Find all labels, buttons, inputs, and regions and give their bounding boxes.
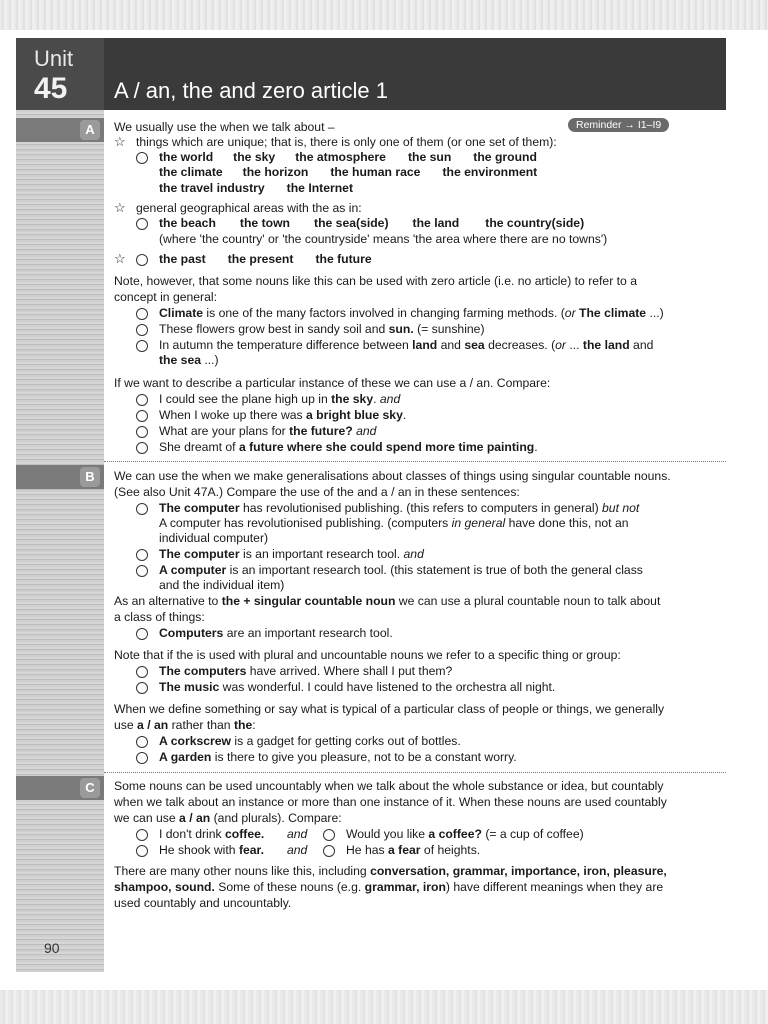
example-bullet-icon [136,736,148,748]
c-other-3: used countably and uncountably. [114,896,292,910]
c-other-2: shampoo, sound. Some of these nouns (e.g. grammar, iron) have different meanings when they are [114,880,664,894]
b-example-5: The computers have arrived. Where shall I put them? [159,664,453,678]
scan-border-bottom [0,990,768,1024]
a-compare-1: I could see the plane high up in the sky. and [159,392,401,406]
unit-label: Unit [34,46,74,71]
c-other-1: There are many other nouns like this, including conversation, grammar, importance, iron, pleasure, [114,864,667,878]
unit-number: 45 [34,72,68,105]
example-bullet-icon [136,845,148,857]
example-bullet-icon [136,666,148,678]
b-define-1: When we define something or say what is typical of a particular class of people or things, we generally [114,702,665,716]
a-unique: things which are unique; that is, there is only one of them (or one set of them): [136,135,557,149]
section-b-letter: B [80,467,100,487]
a-example-2: These flowers grow best in sandy soil and sun. (= sunshine) [159,322,485,336]
c-para-3: we can use a / an (and plurals). Compare: [114,811,342,825]
example-bullet-icon [136,394,148,406]
b-example-1-line3: individual computer) [159,531,269,545]
example-bullet-icon [136,340,148,352]
example-bullet-icon [136,426,148,438]
a-example-1: Climate is one of the many factors involved in changing farming methods. (or The climate ...) [159,306,664,320]
a-compare-2: When I woke up there was a bright blue sky. [159,408,407,422]
a-row1: the world the sky the atmosphere the sun the ground [159,150,537,164]
example-bullet-icon [136,152,148,164]
b-example-7: A corkscrew is a gadget for getting corks out of bottles. [159,734,461,748]
section-a-letter: A [80,120,100,140]
b-example-1-line2: A computer has revolutionised publishing. (computers in general have done this, not an [159,516,629,530]
example-bullet-icon [136,565,148,577]
example-bullet-icon [136,682,148,694]
page-number: 90 [44,940,60,956]
b-alternative-2: a class of things: [114,610,205,624]
example-bullet-icon [136,324,148,336]
example-bullet-icon [136,254,148,266]
a-compare-3: What are your plans for the future? and [159,424,377,438]
a-compare-4: She dreamt of a future where she could spend more time painting. [159,440,538,454]
example-bullet-icon [136,829,148,841]
c-example-3: He shook with fear. [159,843,265,857]
b-example-3: A computer is an important research tool. (this statement is true of both the general class [159,563,643,577]
c-example-1: I don't drink coffee. [159,827,265,841]
sidebar-strip [16,38,104,972]
b-para-1: We can use the when we make generalisations about classes of things using singular countable nouns. [114,469,671,483]
section-divider [104,461,726,462]
example-bullet-icon [136,442,148,454]
a-geo: general geographical areas with the as in: [136,201,362,215]
c-example-2: Would you like a coffee? (= a cup of coffee) [346,827,584,841]
c-para-1: Some nouns can be used uncountably when we talk about the whole substance or idea, but countably [114,779,664,793]
c-example-4: He has a fear of heights. [346,843,481,857]
a-note-line1: Note, however, that some nouns like this can be used with zero article (i.e. no article) to refer to a [114,274,637,288]
b-example-6: The music was wonderful. I could have listened to the orchestra all night. [159,680,556,694]
example-bullet-icon [136,410,148,422]
b-example-2: The computer is an important research tool. and [159,547,424,561]
a-row5: the past the present the future [159,252,372,266]
scan-border-top [0,0,768,30]
b-define-2: use a / an rather than the: [114,718,256,732]
star-icon: ☆ [114,251,126,266]
a-compare-intro: If we want to describe a particular instance of these we can use a / an. Compare: [114,376,551,390]
example-bullet-icon [136,549,148,561]
a-example-3: In autumn the temperature difference between land and sea decreases. (or ... the land and [159,338,654,352]
b-example-4: Computers are an important research tool. [159,626,393,640]
example-bullet-icon [136,628,148,640]
a-note-line2: concept in general: [114,290,217,304]
a-intro: We usually use the when we talk about – [114,120,335,134]
section-divider [104,772,726,773]
example-bullet-icon [136,218,148,230]
page-title: A / an, the and zero article 1 [114,78,388,103]
example-bullet-icon [323,845,335,857]
b-example-3-line2: and the individual item) [159,578,285,592]
example-bullet-icon [136,752,148,764]
example-bullet-icon [323,829,335,841]
b-note: Note that if the is used with plural and uncountable nouns we refer to a specific thing or group: [114,648,621,662]
example-bullet-icon [136,503,148,515]
a-row4-note: (where 'the country' or 'the countryside' means 'the area where there are no towns') [159,232,608,246]
star-icon: ☆ [114,134,126,149]
a-row2: the climate the horizon the human race the environment [159,165,538,179]
c-and-1: and [287,827,308,841]
c-and-2: and [287,843,308,857]
b-example-1: The computer has revolutionised publishing. (this refers to computers in general) but not [159,501,640,515]
b-example-8: A garden is there to give you pleasure, not to be a constant worry. [159,750,517,764]
a-row4: the beach the town the sea(side) the land the country(side) [159,216,585,230]
c-para-2: when we talk about an instance or more than one instance of it. When these nouns are used countably [114,795,667,809]
reminder-badge[interactable]: Reminder → I1–I9 [568,118,669,132]
example-bullet-icon [136,308,148,320]
star-icon: ☆ [114,200,126,215]
a-example-3-cont: the sea ...) [159,353,219,367]
b-para-2: (See also Unit 47A.) Compare the use of the and a / an in these sentences: [114,485,520,499]
a-row3: the travel industry the Internet [159,181,354,195]
b-alternative-1: As an alternative to the + singular countable noun we can use a plural countable noun to talk about [114,594,661,608]
section-c-letter: C [80,778,100,798]
